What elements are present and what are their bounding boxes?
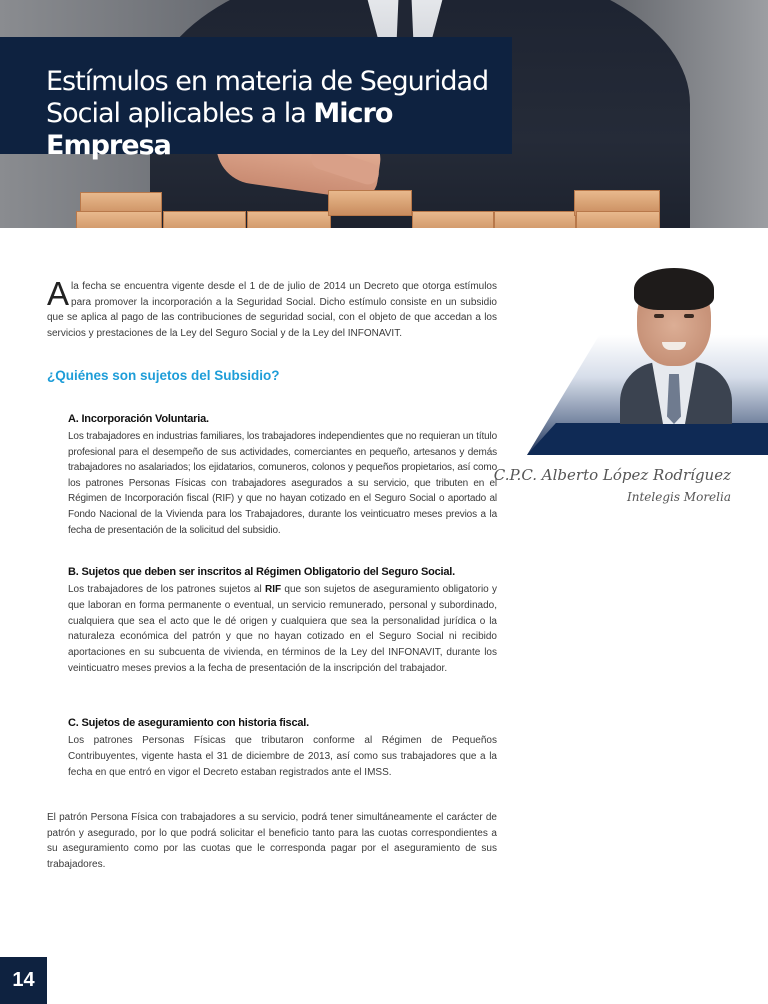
section-b-keyword: RIF <box>265 584 282 595</box>
author-organization: Intelegis Morelia <box>626 490 731 504</box>
section-b-body <box>68 582 497 677</box>
closing-paragraph: El patrón Persona Física con trabajadores a su servicio, podrá tener simultáneamente el carácter de patrón y asegurado, por lo que podrá solicitar el beneficio tanto para las cuotas correspondientes a su aseguramiento como por las cuotas que le corresponda pagar por el aseguramiento de sus trabajadores. <box>47 812 497 870</box>
author-eye <box>654 314 664 318</box>
wood-block <box>163 211 246 228</box>
section-c-heading: C. Sujetos de aseguramiento con historia fiscal. <box>68 717 310 729</box>
wood-block <box>328 190 412 216</box>
drop-cap: A <box>47 275 70 312</box>
intro-text: la fecha se encuentra vigente desde el 1 de de julio de 2014 un Decreto que otorga estímulos para promover la incorporación a la Seguridad Social. Dicho estímulo consiste en un subsidio que se aplica al pago de las contribuciones de seguridad social, con el objeto de que accedan a los servicios y prestaciones de la Ley del Seguro Social y de la Ley del INFONAVIT. <box>47 281 497 339</box>
author-name: C.P.C. Alberto López Rodríguez <box>493 466 731 484</box>
wood-block <box>247 211 331 228</box>
section-b-heading: B. Sujetos que deben ser inscritos al Régimen Obligatorio del Seguro Social. <box>68 566 455 578</box>
portrait-band <box>527 423 768 455</box>
section-b-text-post: que son sujetos de aseguramiento obligatorio y que laboran en forma permanente o eventual, un servicio remunerado, personal y subordinado, cualquiera que sea el acto que le dé origen y cualquiera que sea la personalidad jurídica o la naturaleza económica del patrón y que no hayan cotizado en el Seguro Social ni recibido aportaciones en su subcuenta de vivienda, en términos de la Ley del INFONAVIT, durante los veinticuatro meses previos a la fecha de presentación de la inscripción del trabajador. <box>68 584 498 674</box>
page-number: 14 <box>12 969 35 991</box>
wood-block <box>412 211 494 228</box>
section-a-body: Los trabajadores en industrias familiares, los trabajadores independientes que no requieran un título profesional para el desempeño de sus actividades, comerciantes en pequeño, artesanos y demás trabajadores no asalariados; los ejidatarios, comuneros, colonos y pequeños propietarios, así como los patrones Personas Físicas con trabajadores asegurados a su servicio, que tributen en el Régimen de Incorporación fiscal (RIF) y que no hayan cotizado en el Seguro Social o aportado al Fondo Nacional de la Vivienda para los Trabajadores, durante los veinticuatro meses previos a la fecha de presentación de la solicitud del subsidio. <box>68 431 497 536</box>
section-b-text-pre: Los trabajadores de los patrones sujetos al <box>68 584 262 595</box>
wood-block <box>576 211 660 228</box>
section-c-body: Los patrones Personas Físicas que tributaron conforme al Régimen de Pequeños Contribuyentes, vigente hasta el 31 de diciembre de 2013, así como sus trabajadores que a la fecha en que entró en vigor el Decreto estaban registrados ante el IMSS. <box>68 735 497 778</box>
intro-paragraph <box>47 275 497 341</box>
author-photo <box>612 262 736 424</box>
author-tie <box>667 374 681 424</box>
wood-block <box>494 211 576 228</box>
author-eye <box>684 314 694 318</box>
title-bold: Micro Empresa <box>46 98 393 161</box>
page-title <box>46 66 516 162</box>
wood-block <box>76 211 162 228</box>
section-a-heading: A. Incorporación Voluntaria. <box>68 413 209 425</box>
author-hair <box>634 268 714 310</box>
section-question: ¿Quiénes son sujetos del Subsidio? <box>47 368 280 383</box>
title-regular: Estímulos en materia de Seguridad Social aplicables a la <box>46 66 489 129</box>
